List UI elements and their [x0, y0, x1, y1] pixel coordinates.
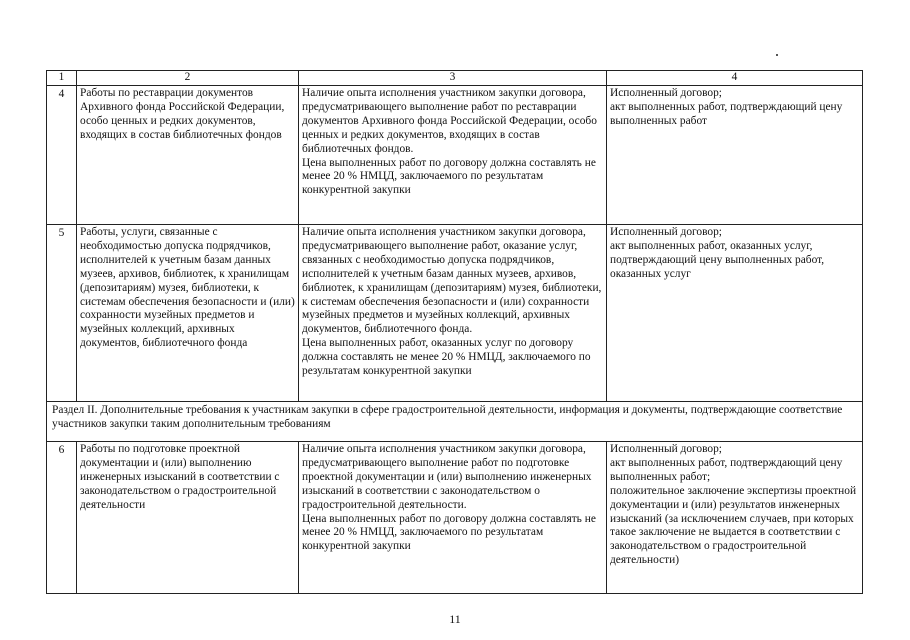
header-cell-1: 1 [47, 71, 77, 86]
header-cell-3: 3 [299, 71, 607, 86]
row-number: 5 [47, 225, 77, 402]
documents-paragraph: акт выполненных работ, подтверждающий цену выполненных работ; [610, 456, 843, 483]
requirement-paragraph: Цена выполненных работ, оказанных услуг по договору должна составлять не менее 20 % НМЦД, заключаемого по результатам конкурентной закупки [302, 337, 591, 378]
table-row [47, 442, 863, 594]
requirement-paragraph: Наличие опыта исполнения участником закупки договора, предусматривающего выполнение работ по подготовке проектной документации и (или) выполнению инженерных изысканий в соответствии с законодательством о градостроительной деятельности. [302, 443, 592, 511]
page-number: 11 [449, 612, 461, 626]
documents-paragraph: акт выполненных работ, оказанных услуг, подтверждающий цену выполненных работ, оказанных услуг [610, 239, 825, 280]
requirement-cell [299, 225, 607, 402]
requirements-table [46, 70, 863, 594]
table-row [47, 225, 863, 402]
documents-paragraph: акт выполненных работ, подтверждающий цену выполненных работ [610, 100, 843, 127]
header-cell-4: 4 [607, 71, 863, 86]
requirement-paragraph: Наличие опыта исполнения участником закупки договора, предусматривающего выполнение работ, оказание услуг, связанных с необходимостью допуска подрядчиков, исполнителей к учетным базам данных музеев, архивов, библиотек, к хранилищам (депозитариям) музея, библиотеки, к системам обеспечения безопасности и (или) сохранности музейных предметов и музейных коллекций, архивных документов, библиотечного фонда. [302, 226, 602, 336]
documents-paragraph: Исполненный договор; [610, 443, 722, 455]
table-header-row [47, 71, 863, 86]
work-type-cell: Работы по реставрации документов Архивного фонда Российской Федерации, особо ценных и редких документов, входящих в состав библиотечных фондов [77, 86, 299, 225]
documents-cell [607, 86, 863, 225]
requirement-paragraph: Наличие опыта исполнения участником закупки договора, предусматривающего выполнение работ по реставрации документов Архивного фонда Российской Федерации, особо ценных и редких документов, входящих в состав библиотечных фондов. [302, 87, 597, 155]
scan-speck [776, 54, 778, 56]
work-type-cell: Работы по подготовке проектной документации и (или) выполнению инженерных изысканий в соответствии с законодательством о градостроительной деятельности [77, 442, 299, 594]
row-number: 4 [47, 86, 77, 225]
documents-paragraph: Исполненный договор; [610, 226, 722, 238]
documents-paragraph: Исполненный договор; [610, 87, 722, 99]
requirement-paragraph: Цена выполненных работ по договору должна составлять не менее 20 % НМЦД, заключаемого по результатам конкурентной закупки [302, 156, 596, 197]
documents-cell [607, 225, 863, 402]
documents-cell [607, 442, 863, 594]
requirement-cell [299, 86, 607, 225]
documents-paragraph: положительное заключение экспертизы проектной документации и (или) результатов инженерных изысканий (за исключением случаев, при которых такое заключение не выдается в соответствии с законодательством о градостроительной деятельности) [610, 484, 857, 567]
table-row [47, 86, 863, 225]
section-title: Раздел II. Дополнительные требования к участникам закупки в сфере градостроительной деятельности, информация и документы, подтверждающие соответствие участников закупки таким дополнительным требованиям [47, 402, 863, 442]
header-cell-2: 2 [77, 71, 299, 86]
row-number: 6 [47, 442, 77, 594]
requirement-paragraph: Цена выполненных работ по договору должна составлять не менее 20 % НМЦД, заключаемого по результатам конкурентной закупки [302, 512, 596, 553]
work-type-cell: Работы, услуги, связанные с необходимостью допуска подрядчиков, исполнителей к учетным базам данных музеев, архивов, библиотек, к хранилищам (депозитариям) музея, библиотеки, к системам обеспечения безопасности и (или) сохранности музейных предметов и музейных коллекций, архивных документов, библиотечного фонда [77, 225, 299, 402]
requirement-cell [299, 442, 607, 594]
section-header-row [47, 402, 863, 442]
